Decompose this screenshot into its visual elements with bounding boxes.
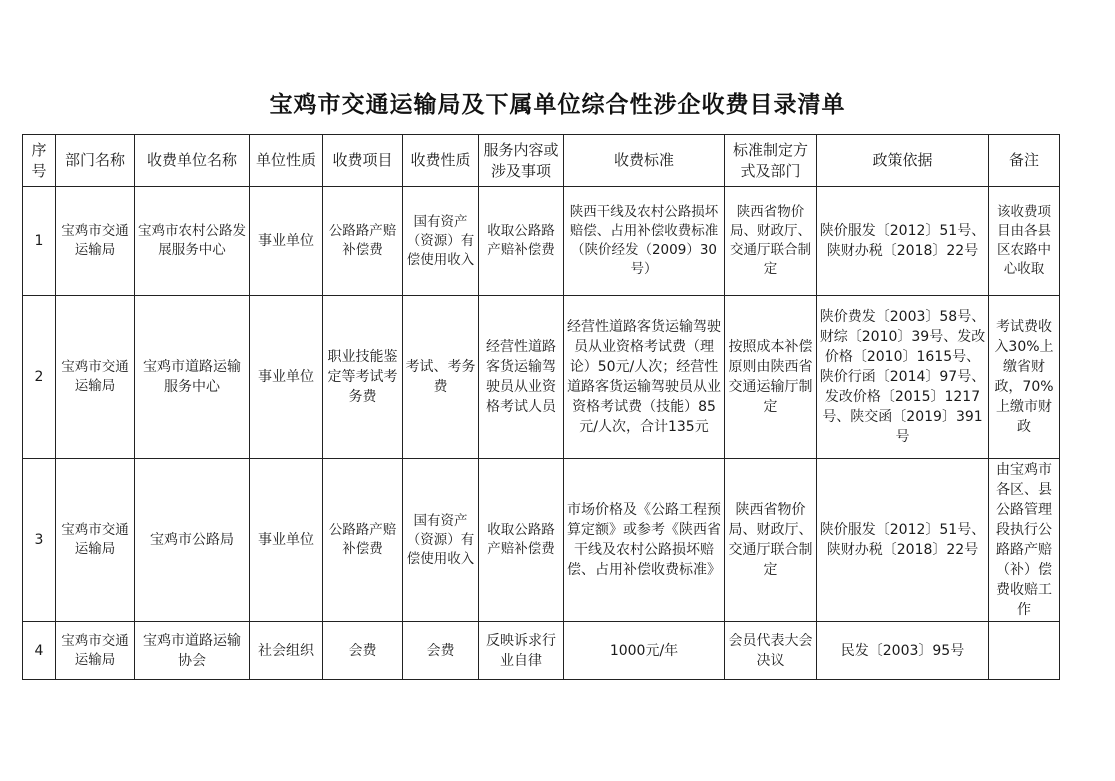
header-unit: 收费单位名称 [135,135,250,187]
header-remarks: 备注 [989,135,1060,187]
cell-policy: 陕价费发〔2003〕58号、财综〔2010〕39号、发改价格〔2010〕1615号、陕价行函〔2014〕97号、发改价格〔2015〕1217号、陕交函〔2019〕391号 [817,296,989,459]
cell-department: 宝鸡市交通运输局 [56,187,135,296]
header-seq: 序号 [23,135,56,187]
cell-fee-nature: 国有资产（资源）有偿使用收入 [403,459,479,622]
cell-remarks [989,622,1060,680]
cell-item: 会费 [323,622,403,680]
header-policy: 政策依据 [817,135,989,187]
cell-unit: 宝鸡市农村公路发展服务中心 [135,187,250,296]
cell-seq: 3 [23,459,56,622]
cell-service: 收取公路路产赔补偿费 [479,459,564,622]
fee-catalog-table [22,134,1060,680]
cell-fee-nature: 国有资产（资源）有偿使用收入 [403,187,479,296]
page-title: 宝鸡市交通运输局及下属单位综合性涉企收费目录清单 [269,91,846,118]
cell-seq: 1 [23,187,56,296]
cell-department: 宝鸡市交通运输局 [56,296,135,459]
cell-fee-nature: 考试、考务费 [403,296,479,459]
header-authority: 标准制定方式及部门 [725,135,817,187]
cell-remarks: 由宝鸡市各区、县公路管理段执行公路路产赔（补）偿费收赔工作 [989,459,1060,622]
cell-unit-nature: 事业单位 [250,459,323,622]
header-item: 收费项目 [323,135,403,187]
cell-standard: 1000元/年 [564,622,725,680]
cell-authority: 陕西省物价局、财政厅、交通厅联合制定 [725,459,817,622]
cell-standard: 经营性道路客货运输驾驶员从业资格考试费（理论）50元/人次；经营性道路客货运输驾驶员从业资格考试费（技能）85元/人次，合计135元 [564,296,725,459]
cell-remarks: 该收费项目由各县区农路中心收取 [989,187,1060,296]
table-row [23,622,1060,680]
cell-item: 公路路产赔补偿费 [323,187,403,296]
cell-item: 公路路产赔补偿费 [323,459,403,622]
cell-unit: 宝鸡市道路运输服务中心 [135,296,250,459]
cell-department: 宝鸡市交通运输局 [56,459,135,622]
table-row [23,187,1060,296]
cell-unit: 宝鸡市公路局 [135,459,250,622]
cell-authority: 陕西省物价局、财政厅、交通厅联合制定 [725,187,817,296]
table-header-row [23,135,1060,187]
cell-authority: 会员代表大会决议 [725,622,817,680]
cell-authority: 按照成本补偿原则由陕西省交通运输厅制定 [725,296,817,459]
header-department: 部门名称 [56,135,135,187]
cell-policy: 陕价服发〔2012〕51号、陕财办税〔2018〕22号 [817,187,989,296]
cell-standard: 市场价格及《公路工程预算定额》或参考《陕西省干线及农村公路损坏赔偿、占用补偿收费标准》 [564,459,725,622]
cell-policy: 民发〔2003〕95号 [817,622,989,680]
cell-service: 收取公路路产赔补偿费 [479,187,564,296]
cell-item: 职业技能鉴定等考试考务费 [323,296,403,459]
header-standard: 收费标准 [564,135,725,187]
cell-service: 反映诉求行业自律 [479,622,564,680]
cell-remarks: 考试费收入30%上缴省财政，70%上缴市财政 [989,296,1060,459]
cell-unit-nature: 事业单位 [250,296,323,459]
cell-unit: 宝鸡市道路运输协会 [135,622,250,680]
cell-standard: 陕西干线及农村公路损坏赔偿、占用补偿收费标准（陕价经发（2009）30号） [564,187,725,296]
table-row [23,296,1060,459]
cell-department: 宝鸡市交通运输局 [56,622,135,680]
cell-fee-nature: 会费 [403,622,479,680]
cell-seq: 2 [23,296,56,459]
cell-unit-nature: 事业单位 [250,187,323,296]
cell-policy: 陕价服发〔2012〕51号、陕财办税〔2018〕22号 [817,459,989,622]
cell-seq: 4 [23,622,56,680]
header-service: 服务内容或涉及事项 [479,135,564,187]
header-unit-nature: 单位性质 [250,135,323,187]
header-fee-nature: 收费性质 [403,135,479,187]
table-row [23,459,1060,622]
cell-unit-nature: 社会组织 [250,622,323,680]
cell-service: 经营性道路客货运输驾驶员从业资格考试人员 [479,296,564,459]
